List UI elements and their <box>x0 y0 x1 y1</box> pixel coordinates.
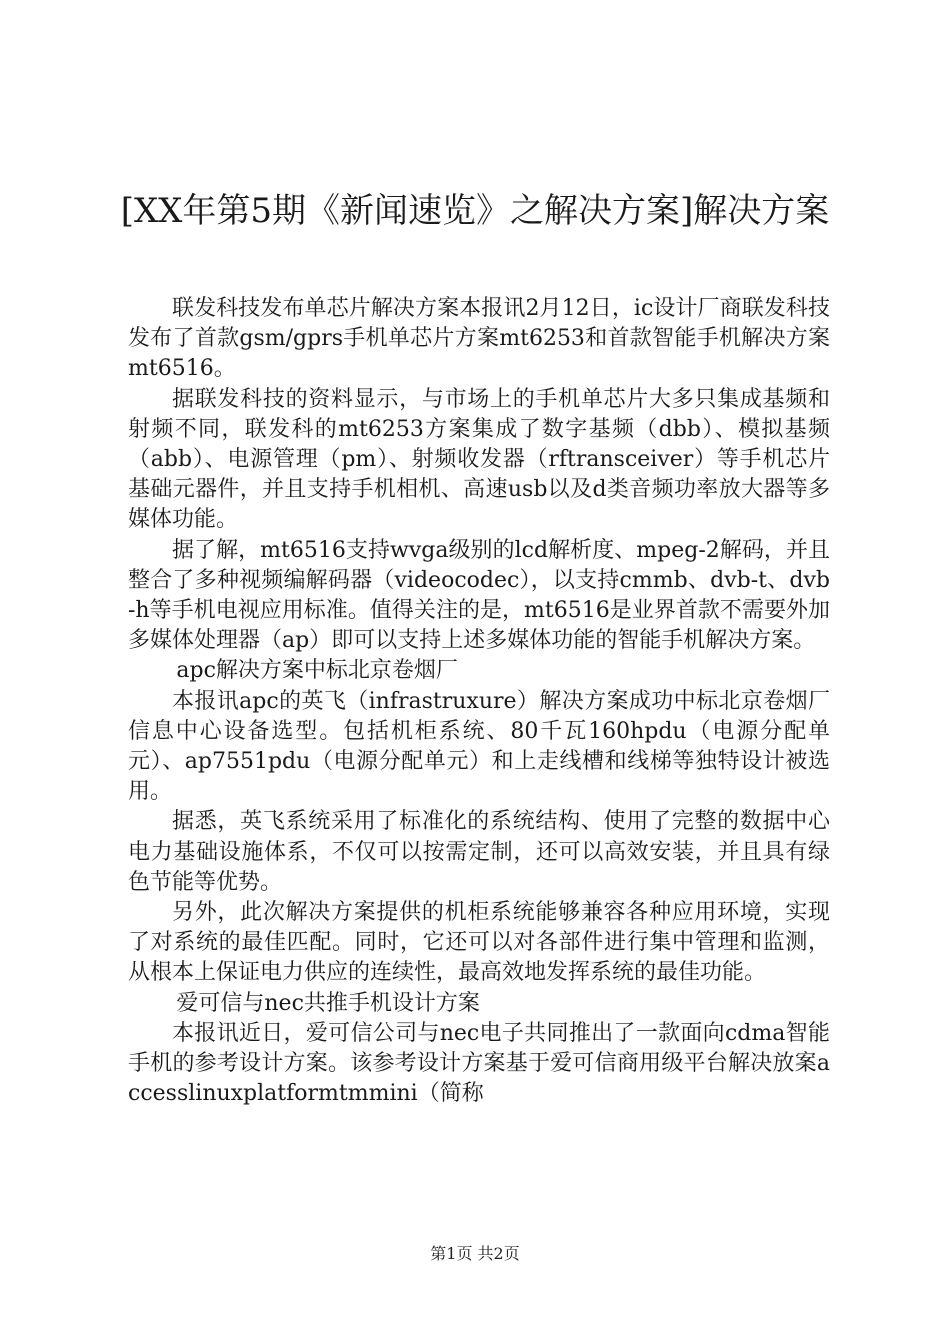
paragraph: 联发科技发布单芯片解决方案本报讯2月12日，ic设计厂商联发科技发布了首款gsm/gprs手机单芯片方案mt6253和首款智能手机解决方案mt6516。 <box>128 296 830 382</box>
section-heading: apc解决方案中标北京卷烟厂 <box>176 658 458 684</box>
paragraph: 据了解，mt6516支持wvga级别的lcd解析度、mpeg-2解码，并且整合了多种视频编解码器（videocodec），以支持cmmb、dvb-t、dvb-h等手机电视应用标准。值得关注的是，mt6516是业界首款不需要外加多媒体处理器（ap）即可以支持上述多媒体功能的智能手机解决方案。 <box>128 537 830 654</box>
paragraph: 本报讯apc的英飞（infrastruxure）解决方案成功中标北京卷烟厂信息中心设备选型。包括机柜系统、80千瓦160hpdu（电源分配单元）、ap7551pdu（电源分配单元）和上走线槽和线梯等独特设计被选用。 <box>128 688 830 805</box>
paragraph: 另外，此次解决方案提供的机柜系统能够兼容各种应用环境，实现了对系统的最佳匹配。同时，它还可以对各部件进行集中管理和监测，从根本上保证电力供应的连续性，最高效地发挥系统的最佳功能。 <box>128 900 830 986</box>
document-title: [XX年第5期《新闻速览》之解决方案]解决方案 <box>120 191 830 231</box>
paragraph: 本报讯近日，爱可信公司与nec电子共同推出了一款面向cdma智能手机的参考设计方案。该参考设计方案基于爱可信商用级平台解决放案accesslinuxplatformtmmini（简称 <box>128 1020 830 1107</box>
page-footer: 第1页 共2页 <box>430 1244 520 1263</box>
document-body <box>128 294 830 1109</box>
paragraph: 据悉，英飞系统采用了标准化的系统结构、使用了完整的数据中心电力基础设施体系，不仅可以按需定制，还可以高效安装，并且具有绿色节能等优势。 <box>128 809 830 895</box>
paragraph: 据联发科技的资料显示，与市场上的手机单芯片大多只集成基频和射频不同，联发科的mt6253方案集成了数字基频（dbb）、模拟基频（abb）、电源管理（pm）、射频收发器（rftransceiver）等手机芯片基础元器件，并且支持手机相机、高速usb以及d类音频功率放大器等多媒体功能。 <box>128 386 830 533</box>
section-heading: 爱可信与nec共推手机设计方案 <box>176 990 480 1016</box>
